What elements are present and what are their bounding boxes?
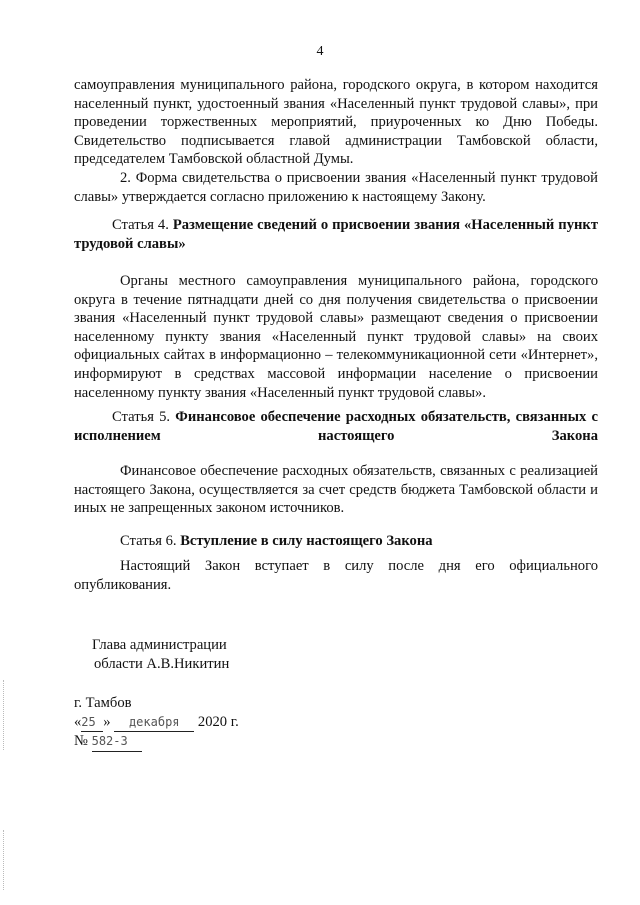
article-4-heading — [74, 216, 598, 253]
article-4-label: Статья 4. — [112, 217, 169, 233]
footer-block — [74, 694, 239, 752]
signature-line-1: Глава администрации — [92, 637, 227, 653]
margin-mark-2 — [3, 830, 5, 890]
paragraph-2: 2. Форма свидетельства о присвоении звания «Населенный пункт трудовой славы» утверждается согласно приложению к настоящему Закону. — [74, 169, 598, 205]
date-quote-close: » — [103, 713, 111, 730]
article-5-label: Статья 5. — [112, 409, 171, 425]
signature-line-2: области А.В.Никитин — [94, 655, 230, 672]
margin-mark-1 — [3, 680, 5, 750]
article-6-text: Настоящий Закон вступает в силу после дня его официального опубликования. — [74, 558, 598, 593]
article-5-title: Финансовое обеспечение расходных обязательств, связанных с исполнением настоящего Закона — [74, 409, 598, 444]
number-value: 582-З — [92, 732, 142, 752]
article-6-heading — [74, 532, 598, 551]
date-day: 25 — [81, 713, 103, 733]
signature-block — [92, 636, 229, 673]
number-line — [74, 732, 239, 752]
article-5-heading — [74, 408, 598, 445]
paragraph-continuation — [74, 76, 598, 206]
date-quote-open: « — [74, 713, 82, 730]
article-5-text: Финансовое обеспечение расходных обязательств, связанных с реализацией настоящего Закона, осуществляется за счет средств бюджета Тамбовской области и иных не запрещенных законом источников. — [74, 463, 598, 517]
article-6-title: Вступление в силу настоящего Закона — [180, 533, 433, 549]
date-line — [74, 713, 239, 733]
page-number: 4 — [316, 44, 324, 59]
city: г. Тамбов — [74, 695, 132, 711]
article-6-label: Статья 6. — [120, 533, 177, 549]
date-year: 2020 г. — [197, 713, 239, 730]
paragraph-1: самоуправления муниципального района, городского округа, в котором находится населенный пункт, удостоенный звания «Населенный пункт трудовой славы», при проведении торжественных мероприятий, приуроченных ко Дню Победы. Свидетельство подписывается главой администрации Тамбовской области, председателем Тамбовской областной Думы. — [74, 77, 598, 168]
article-4-text: Органы местного самоуправления муниципального района, городского округа в течение пятнадцати дней со дня получения свидетельства о присвоении звания «Населенный пункт трудовой славы» размещают сведения о присвоении населенному пункту звания «Населенный пункт трудовой славы» на своих официальных сайтах в информационно – телекоммуникационной сети «Интернет», информируют в средствах массовой информации население о присвоении населенному пункту звания «Населенный пункт трудовой славы». — [74, 273, 598, 401]
article-4-title: Размещение сведений о присвоении звания «Населенный пункт трудовой славы» — [74, 217, 598, 252]
number-label: № — [74, 733, 88, 750]
date-month: декабря — [114, 713, 194, 733]
